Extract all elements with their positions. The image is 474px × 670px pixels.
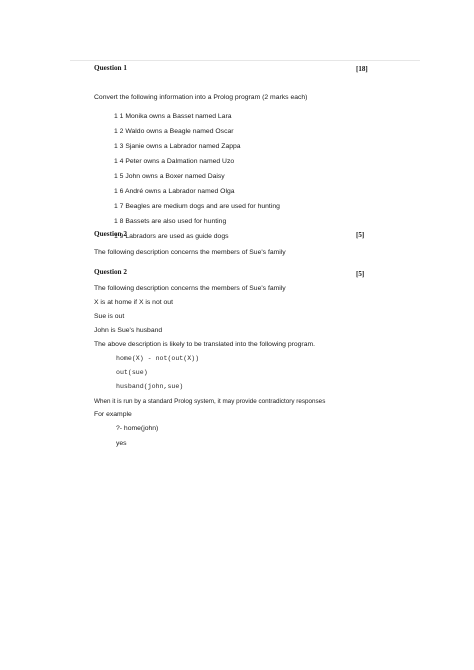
question-1-marks: [18] [356,65,368,73]
question-1-item: 1 5 John owns a Boxer named Daisy [114,173,225,180]
question-2a-marks: [5] [356,231,365,239]
question-1-item: 1 2 Waldo owns a Beagle named Oscar [114,128,234,135]
prolog-code-line: husband(john,sue) [116,383,184,390]
question-1-item: 1 7 Beagles are medium dogs and are used for hunting [114,203,280,210]
question-2b-marks: [5] [356,270,365,278]
question-2a-heading: Question 2 [94,230,127,238]
example-query: ?- home(john) [116,425,159,432]
prolog-code-line: out(sue) [116,369,148,376]
top-scan-rule [70,60,420,61]
question-1-instruction: Convert the following information into a Prolog program (2 marks each) [94,94,308,101]
question-1-item: 1 6 André owns a Labrador named Olga [114,188,235,195]
question-1-item: 1 9 Labradors are used as guide dogs [114,233,229,240]
question-2b-after-line: For example [94,411,132,418]
question-2b-after-line: When it is run by a standard Prolog system, it may provide contradictory responses [94,398,326,405]
prolog-code-line: home(X) - not(out(X)) [116,355,200,362]
question-2b-line: X is at home if X is not out [94,299,173,306]
question-2a-text: The following description concerns the members of Sue's family [94,249,286,256]
question-2b-heading: Question 2 [94,268,127,276]
question-1-item: 1 4 Peter owns a Dalmation named Uzo [114,158,235,165]
question-1-heading: Question 1 [94,64,127,72]
question-1-item: 1 3 Sjanie owns a Labrador named Zappa [114,143,241,150]
question-2b-line: Sue is out [94,313,125,320]
question-1-item: 1 8 Bassets are also used for hunting [114,218,227,225]
question-2b-line: John is Sue's husband [94,327,163,334]
question-1-item: 1 1 Monika owns a Basset named Lara [114,113,232,120]
question-2b-line: The following description concerns the members of Sue's family [94,285,286,292]
example-answer: yes [116,440,127,447]
question-2b-line: The above description is likely to be translated into the following program. [94,341,316,348]
